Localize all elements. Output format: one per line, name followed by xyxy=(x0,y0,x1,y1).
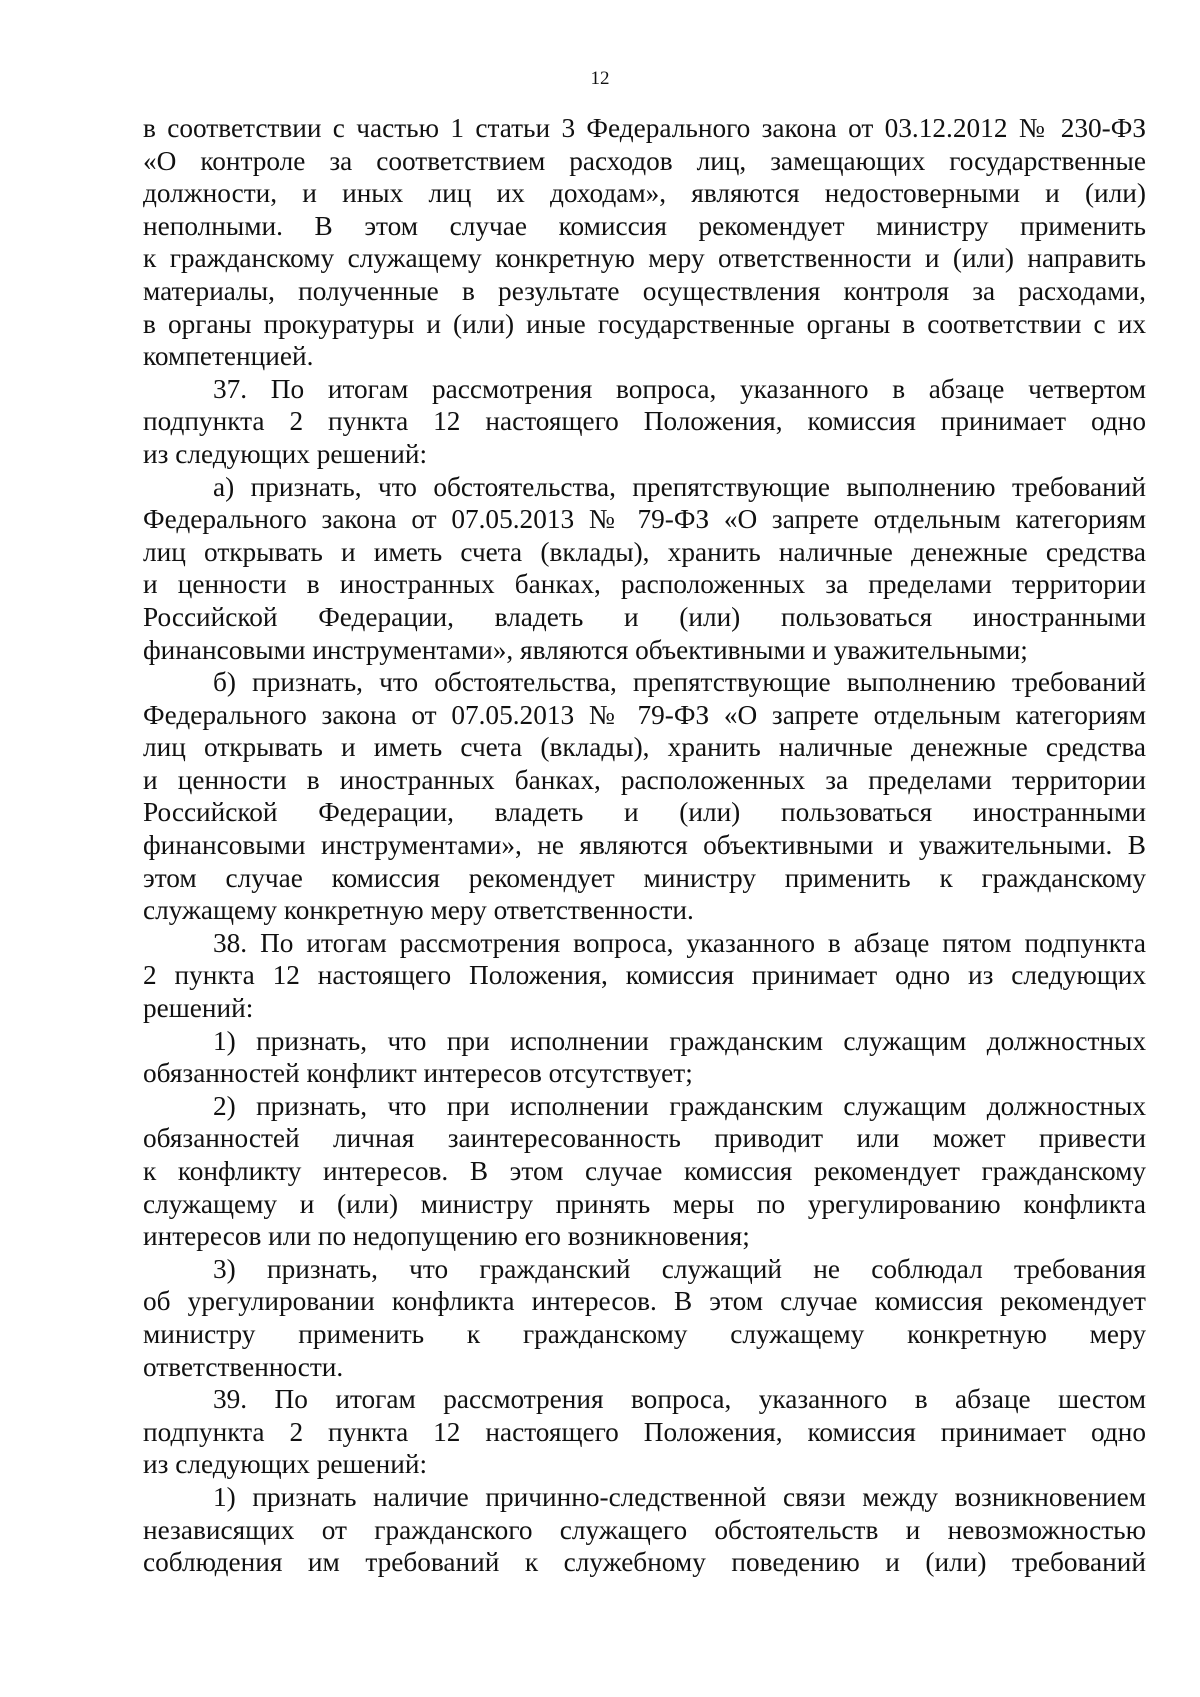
text-line: обязанностей личная заинтересованность приводит или может привести xyxy=(143,1123,1146,1154)
text-line: этом случае комиссия рекомендует министру применить к гражданскому xyxy=(143,862,1146,893)
text-line: компетенцией. xyxy=(143,341,314,372)
text-line: лиц открывать и иметь счета (вклады), хранить наличные денежные средства xyxy=(143,732,1146,763)
text-line: в органы прокуратуры и (или) иные государственные органы в соответствии с их xyxy=(143,308,1146,339)
text-line: подпункта 2 пункта 12 настоящего Положения, комиссия принимает одно xyxy=(143,1416,1146,1447)
text-line: решений: xyxy=(143,993,254,1024)
text-line: а) признать, что обстоятельства, препятствующие выполнению требований xyxy=(213,471,1146,502)
text-line: 3) признать, что гражданский служащий не соблюдал требования xyxy=(213,1253,1146,1284)
text-line: «О контроле за соответствием расходов лиц, замещающих государственные xyxy=(143,145,1146,176)
text-line: служащему конкретную меру ответственности. xyxy=(143,895,694,926)
text-line: министру применить к гражданскому служащему конкретную меру xyxy=(143,1318,1146,1349)
text-line: об урегулировании конфликта интересов. В этом случае комиссия рекомендует xyxy=(143,1286,1146,1317)
text-line: финансовыми инструментами», не являются объективными и уважительными. В xyxy=(143,830,1146,861)
text-line: 37. По итогам рассмотрения вопроса, указанного в абзаце четвертом xyxy=(213,373,1146,404)
text-line: к конфликту интересов. В этом случае комиссия рекомендует гражданскому xyxy=(143,1156,1146,1186)
text-line: 1) признать, что при исполнении гражданским служащим должностных xyxy=(213,1025,1146,1056)
text-line: 38. По итогам рассмотрения вопроса, указанного в абзаце пятом подпункта xyxy=(213,927,1146,958)
text-line: и ценности в иностранных банках, расположенных за пределами территории xyxy=(143,764,1146,795)
text-line: и ценности в иностранных банках, расположенных за пределами территории xyxy=(143,569,1146,600)
document-body xyxy=(143,112,1146,1579)
text-line: к гражданскому служащему конкретную меру ответственности и (или) направить xyxy=(143,243,1146,274)
text-line: Российской Федерации, владеть и (или) пользоваться иностранными xyxy=(143,601,1146,632)
text-line: из следующих решений: xyxy=(143,438,428,469)
text-line: обязанностей конфликт интересов отсутствует; xyxy=(143,1058,693,1089)
text-line: материалы, полученные в результате осуществления контроля за расходами, xyxy=(143,275,1146,306)
text-line: подпункта 2 пункта 12 настоящего Положения, комиссия принимает одно xyxy=(143,406,1146,437)
text-line: должности, и иных лиц их доходам», являются недостоверными и (или) xyxy=(143,178,1146,209)
text-line: лиц открывать и иметь счета (вклады), хранить наличные денежные средства xyxy=(143,536,1146,567)
text-line: 2) признать, что при исполнении гражданским служащим должностных xyxy=(213,1090,1146,1121)
text-line: независящих от гражданского служащего обстоятельств и невозможностью xyxy=(143,1514,1146,1545)
page-number: 12 xyxy=(590,68,610,89)
text-line: Федерального закона от 07.05.2013 № 79-ФЗ «О запрете отдельным категориям xyxy=(143,504,1146,535)
text-line: 1) признать наличие причинно-следственной связи между возникновением xyxy=(213,1481,1146,1512)
text-line: в соответствии с частью 1 статьи 3 Федерального закона от 03.12.2012 № 230-ФЗ xyxy=(143,113,1146,143)
text-line: из следующих решений: xyxy=(143,1449,428,1480)
text-line: Российской Федерации, владеть и (или) пользоваться иностранными xyxy=(143,797,1146,828)
text-line: интересов или по недопущению его возникновения; xyxy=(143,1221,750,1252)
text-line: 39. По итогам рассмотрения вопроса, указанного в абзаце шестом xyxy=(213,1384,1146,1415)
text-line: финансовыми инструментами», являются объективными и уважительными; xyxy=(143,634,1028,665)
text-line: ответственности. xyxy=(143,1351,344,1382)
text-line: служащему и (или) министру принять меры по урегулированию конфликта xyxy=(143,1188,1146,1219)
text-line: 2 пункта 12 настоящего Положения, комиссия принимает одно из следующих xyxy=(143,960,1146,991)
text-line: неполными. В этом случае комиссия рекомендует министру применить xyxy=(143,210,1146,241)
text-line: соблюдения им требований к служебному поведению и (или) требований xyxy=(143,1547,1146,1578)
text-line: Федерального закона от 07.05.2013 № 79-ФЗ «О запрете отдельным категориям xyxy=(143,699,1146,730)
text-line: б) признать, что обстоятельства, препятствующие выполнению требований xyxy=(213,667,1146,698)
